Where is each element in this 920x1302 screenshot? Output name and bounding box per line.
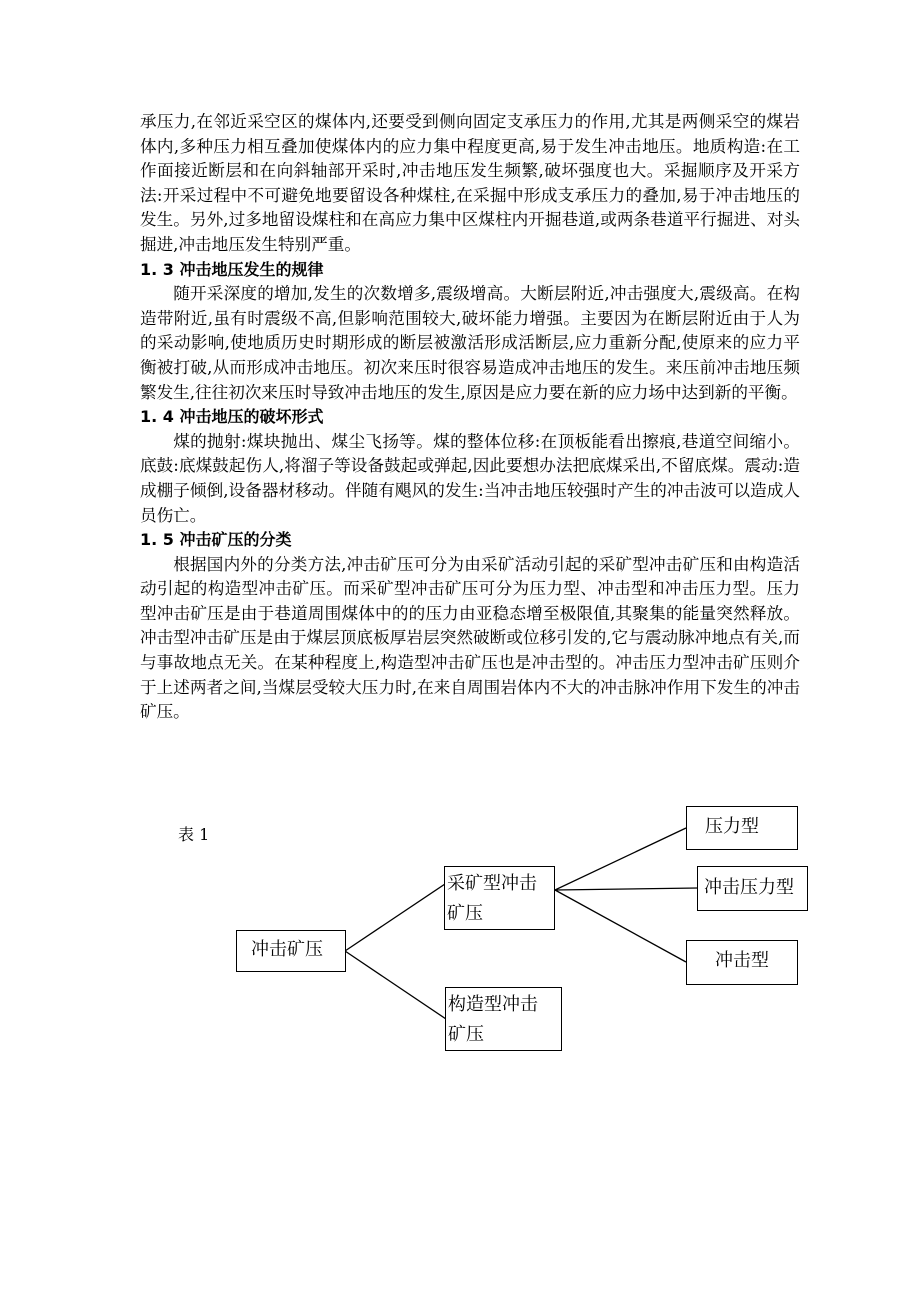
mining-type-box xyxy=(444,866,555,930)
root-node-box xyxy=(236,930,346,972)
section-heading-1-3: 1. 3 冲击地压发生的规律 xyxy=(140,259,324,279)
section-heading-1-5: 1. 5 冲击矿压的分类 xyxy=(140,530,292,550)
intro-paragraph: 承压力,在邻近采空区的煤体内,还要受到侧向固定支承压力的作用,尤其是两侧采空的煤岩体内,多种压力相互叠加使煤体内的应力集中程度更高,易于发生冲击地压。地质构造:在工作面接近断层和在向斜轴部开采时,冲击地压发生频繁,破坏强度也大。采掘顺序及开采方法:开采过程中不可避免地要留设各种煤柱,在采掘中形成支承压力的叠加,易于冲击地压的发生。另外,过多地留设煤柱和在高应力集中区煤柱内开掘巷道,或两条巷道平行掘进、对头掘进,冲击地压发生特别严重。 xyxy=(140,112,800,254)
section-body-1-5: 根据国内外的分类方法,冲击矿压可分为由采矿活动引起的采矿型冲击矿压和由构造活动引起的构造型冲击矿压。而采矿型冲击矿压可分为压力型、冲击型和冲击压力型。压力型冲击矿压是由于巷道周围煤体中的的压力由亚稳态增至极限值,其聚集的能量突然释放。冲击型冲击矿压是由于煤层顶底板厚岩层突然破断或位移引发的,它与震动脉冲地点有关,而与事故地点无关。在某种程度上,构造型冲击矿压也是冲击型的。冲击压力型冲击矿压则介于上述两者之间,当煤层受较大压力时,在来自周围岩体内不大的冲击脉冲作用下发生的冲击矿压。 xyxy=(140,554,800,722)
pressure-type-label: 压力型 xyxy=(705,816,759,837)
table-label: 表 1 xyxy=(178,825,210,844)
impact-pressure-type-box xyxy=(697,866,808,911)
section-body-1-4: 煤的抛射:煤块抛出、煤尘飞扬等。煤的整体位移:在顶板能看出擦痕,巷道空间缩小。底鼓:底煤鼓起伤人,将溜子等设备鼓起或弹起,因此要想办法把底煤采出,不留底煤。震动:造成棚子倾倒,设备器材移动。伴随有飓风的发生:当冲击地压较强时产生的冲击波可以造成人员伤亡。 xyxy=(140,431,800,525)
connector-root-to-mining xyxy=(345,884,445,951)
pressure-type-box xyxy=(686,806,798,850)
tectonic-type-label-line1: 构造型冲击 xyxy=(448,994,538,1015)
tectonic-type-label-line2: 矿压 xyxy=(448,1024,484,1045)
connector-root-to-tectonic xyxy=(345,951,446,1019)
section-body-1-3: 随开采深度的增加,发生的次数增多,震级增高。大断层附近,冲击强度大,震级高。在构造带附近,虽有时震级不高,但影响范围较大,破坏能力增强。主要因为在断层附近由于人为的采动影响,使地质历史时期形成的断层被激活形成活断层,应力重新分配,使原来的应力平衡被打破,从而形成冲击地压。初次来压时很容易造成冲击地压的发生。来压前冲击地压频繁发生,往往初次来压时导致冲击地压的发生,原因是应力要在新的应力场中达到新的平衡。 xyxy=(140,284,800,402)
root-node-label: 冲击矿压 xyxy=(251,939,323,960)
mining-type-label-line1: 采矿型冲击 xyxy=(447,873,537,894)
connector-mining-to-pressure xyxy=(555,828,686,890)
connector-mining-to-impact xyxy=(555,890,686,962)
impact-pressure-type-label: 冲击压力型 xyxy=(704,877,794,898)
impact-type-label: 冲击型 xyxy=(715,950,769,971)
impact-type-box xyxy=(686,940,798,985)
mining-type-label-line2: 矿压 xyxy=(447,903,483,924)
section-heading-1-4: 1. 4 冲击地压的破坏形式 xyxy=(140,407,324,427)
tectonic-type-box xyxy=(445,987,562,1051)
connector-mining-to-impact-pressure xyxy=(555,888,698,890)
